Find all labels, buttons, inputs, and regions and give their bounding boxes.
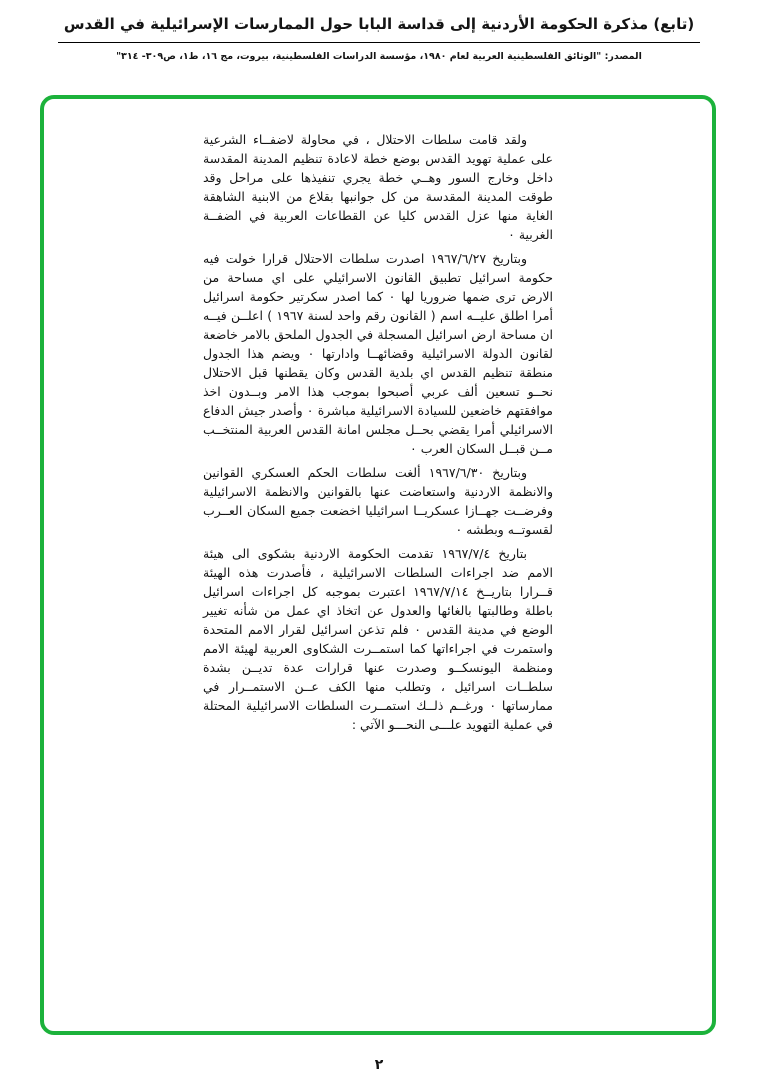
content-frame: [40, 95, 716, 1035]
body-paragraph: بتاريخ ١٩٦٧/٧/٤ تقدمت الحكومة الاردنية بشكوى الى هيئة الامم ضد اجراءات السلطات الاسرائيلية ، فأصدرت هذه الهيئة قــرارا بتاريــخ ١٩٦٧/٧/١٤ اعتبرت بموجبه كل اجراءات اسرائيل باطلة وطالبتها بالغائها والعدول عن اتخاذ اي عمل من شأنه تغيير الوضع في مدينة القدس ٠ فلم تذعن اسرائيل لقرار الامم المتحدة واستمرت في اجراءاتها كما استمــرت الشكاوى العربية لهيئة الامم ومنظمة اليونسكــو وصدرت عنها قرارات عدة تديــن بشدة سلطــات اسرائيل ، وتطلب منها الكف عــن الاستمــرار في ممارساتها ٠ ورغــم ذلــك استمــرت السلطات الاسرائيلية المحتلة في عملية التهويد علـــى النحـــو الآتي :: [203, 546, 553, 732]
body-paragraph: وبتاريخ ١٩٦٧/٦/٢٧ اصدرت سلطات الاحتلال قرارا خولت فيه حكومة اسرائيل تطبيق القانون الاسرائيلي على اي مساحة من الارض ترى ضمها ضروريا لها ٠ كما اصدر سكرتير حكومة اسرائيل أمرا اطلق عليــه اسم ( القانون رقم واحد لسنة ١٩٦٧ ) اعلــن فيــه ان مساحة ارض اسرائيل المسجلة في الجدول الملحق بالامر خاضعة لقانون الدولة الاسرائيلية وقضائهــا وادارتها ٠ ويضم هذا الجدول منطقة تنظيم القدس اي بلدية القدس وكان يقطنها قبل الاحتلال نحــو تسعين ألف عربي أصبحوا بموجب هذا الامر وبــدون اخذ موافقتهم خاضعين للسيادة الاسرائيلية مباشرة ٠ وأصدر جيش الدفاع الاسرائيلي أمرا يقضي بحــل مجلس امانة القدس العربية المنتخــب مــن قبــل السكان العرب ٠: [203, 251, 553, 456]
page-number: ٢: [374, 1057, 384, 1073]
source-line: المصدر: "الوثائق الفلسطينية العربية لعام ١٩٨٠، مؤسسة الدراسات الفلسطينية، بيروت، مج ١٦، ط١، ص٣٠٩- ٣١٤": [116, 51, 642, 62]
body-paragraph: وبتاريخ ١٩٦٧/٦/٣٠ ألغت سلطات الحكم العسكري القوانين والانظمة الاردنية واستعاضت عنها بالقوانين والانظمة الاسرائيلية وفرضــت جهــازا عسكريــا اسرائيليا اخضعت جميع السكان العــرب لقسوتــه وبطشه ٠: [203, 465, 553, 537]
document-header: [0, 0, 758, 62]
body-text: [203, 130, 553, 734]
body-paragraph: ولقد قامت سلطات الاحتلال ، في محاولة لاضفــاء الشرعية على عملية تهويد القدس بوضع خطة لاعادة تنظيم المدينة المقدسة داخل وخارج السور وهــي خطة يجري تنفيذها على مراحل وقد طوقت المدينة المقدسة من كل جوانبها بقلاع من الابنية الشاهقة الغاية منها عزل القدس كليا عن القطاعات العربية في الضفــة الغربية ٠: [203, 132, 553, 242]
document-title: (تابع) مذكرة الحكومة الأردنية إلى قداسة البابا حول الممارسات الإسرائيلية في القدس: [58, 14, 700, 43]
